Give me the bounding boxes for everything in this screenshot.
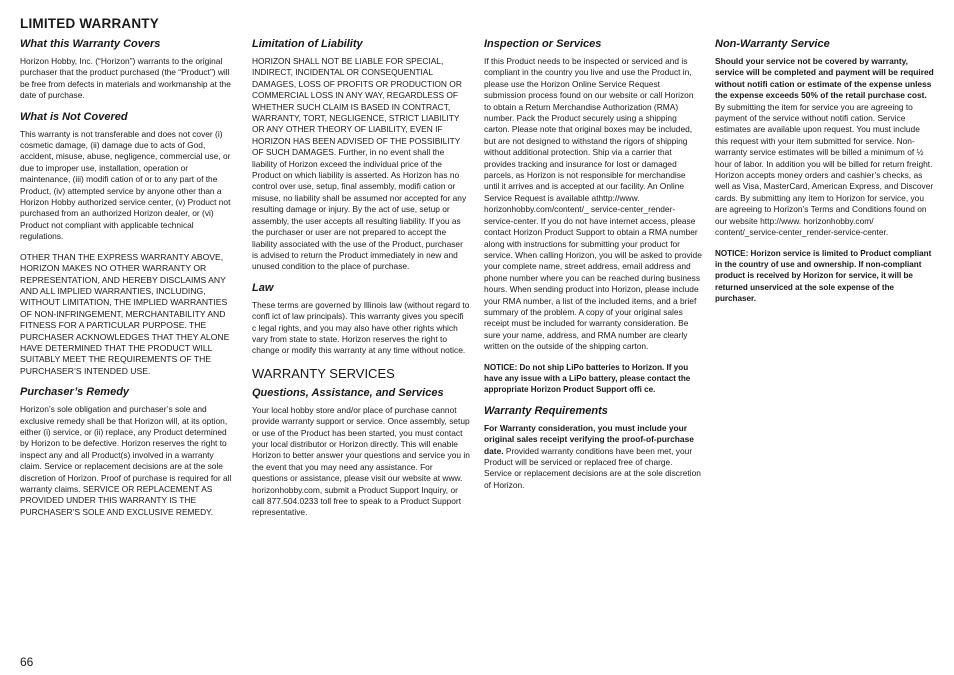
requirements-bold-text: For Warranty consideration, you must include your original sales receipt verifying the proof-of-purchase date. [484,422,694,456]
column-3 [484,38,702,500]
paragraph-inspection-or-services: If this Product needs to be inspected or serviced and is compliant in the country you live and use the Product in, please use the Horizon Online Service Request submission process found on our website or call Horizon to obtain a Return Merchandise Authorization (RMA) number. Pack the Product securely using a shipping carton. Please note that original boxes may be included, but are not designed to withstand the rigors of shipping without additional protection. Ship via a carrier that provides tracking and insurance for lost or damaged parcels, as Horizon is not responsible for merchandise until it arrives and is accepted at our facility. An Online Service Request is available athttp://www. horizonhobby.com/content/_ service-center_render-service-center. If you do not have internet access, please contact Horizon Product Support to obtain a RMA number along with instructions for submitting your product for service. When calling Horizon, you will be asked to provide your complete name, street address, email address and phone number where you can be reached during business hours. When sending product into Horizon, please include your RMA number, a list of the included items, and a brief summary of the problem. A copy of your original sales receipt must be included for warranty consideration. Be sure your name, address, and RMA number are clearly written on the outside of the shipping carton. [484,56,702,352]
heading-law: Law [252,281,274,294]
section-warranty-services: WARRANTY SERVICES [252,365,395,381]
paragraph-warranty-covers: Horizon Hobby, Inc. (“Horizon”) warrants to the original purchaser that the product purchased (the “Product”) will be free from defects in materials and workmanship at the date of purchase. [20,56,231,101]
notice-lipo-batteries: NOTICE: Do not ship LiPo batteries to Horizon. If you have any issue with a LiPo battery, please contact the appropriate Horizon Product Support offi ce. [484,362,691,395]
heading-not-covered: What is Not Covered [20,110,128,123]
column-4 [715,38,935,314]
page-title: LIMITED WARRANTY [20,16,159,31]
paragraph-express-warranty: OTHER THAN THE EXPRESS WARRANTY ABOVE, HORIZON MAKES NO OTHER WARRANTY OR REPRESENTATION, AND HEREBY DISCLAIMS ANY AND ALL IMPLIED WARRANTIES, INCLUDING, WITHOUT LIMITATION, THE IMPLIED WARRANTIES OF NON-INFRINGEMENT, MERCHANTABILITY AND FITNESS FOR A PARTICULAR PURPOSE. THE PURCHASER ACKNOWLEDGES THAT THEY ALONE HAVE DETERMINED THAT THE PRODUCT WILL SUITABLY MEET THE REQUIREMENTS OF THE PURCHASER’S INTENDED USE. [20,251,230,376]
non-warranty-bold-text: Should your service not be covered by warranty, service will be completed and payment will be required without notifi cation or estimate of the expense unless the expense exceeds 50% of the retail purchase cost. [715,56,934,101]
page-number: 66 [20,655,34,669]
paragraph-law: These terms are governed by Illinois law (without regard to confl ict of law principals). This warranty gives you specifi c legal rights, and you may also have other rights which vary from state to state. Horizon reserves the right to change or modify this warranty at any time without notice. [252,299,470,356]
heading-purchasers-remedy: Purchaser’s Remedy [20,386,130,399]
liability-rest-text: Further, in no event shall the liability of Horizon exceed the individual price of the Product on which liability is asserted. As Horizon has no control over use, setup, final assembly, modifi cation or misuse, no liability shall be assumed nor accepted for any resulting damage or injury. By the act of use, setup or assembly, the user accepts all resulting liability. If you as the purchaser or user are not prepared to accept the liability associated with the use of the Product, purchaser is advised to return the Product immediately in new and unused condition to the place of purchase. [252,147,467,272]
paragraph-non-warranty-service [715,56,935,239]
requirements-rest-text: Provided warranty conditions have been met, your Product will be serviced or replaced free of charge. Service or replacement decisions are at the sole discretion of Horizon. [484,445,701,490]
notice-service-limited: NOTICE: Horizon service is limited to Product compliant in the country of use and ownership. If non-compliant product is received by Horizon for service, it will be returned unserviced at the sole expense of the purchaser. [715,248,932,304]
paragraph-warranty-requirements [484,423,702,491]
heading-warranty-covers: What this Warranty Covers [20,38,161,50]
heading-questions-assistance: Questions, Assistance, and Services [252,386,444,399]
column-1 [20,38,236,527]
heading-inspection-or-services: Inspection or Services [484,38,602,50]
heading-non-warranty-service: Non-Warranty Service [715,38,830,50]
heading-warranty-requirements: Warranty Requirements [484,404,608,417]
paragraph-purchasers-remedy: Horizon’s sole obligation and purchaser’s sole and exclusive remedy shall be that Horizon will, at its option, either (i) service, or (ii) replace, any Product determined by Horizon to be defective. Horizon reserves the right to inspect any and all Product(s) involved in a warranty claim. Service or replacement decisions are at the sole discretion of Horizon. Proof of purchase is required for all warranty claims. SERVICE OR REPLACEMENT AS PROVIDED UNDER THIS WARRANTY IS THE PURCHASER’S SOLE AND EXCLUSIVE REMEDY. [20,404,232,517]
non-warranty-rest-text: By submitting the item for service you are agreeing to payment of the service without notifi cation. Service estimates are available upon request. You must include this request with your item submitted for service. Non-warranty service estimates will be billed a minimum of ½ hour of labor. In addition you will be billed for return freight. Horizon accepts money orders and cashier’s checks, as well as Visa, MasterCard, American Express, and Discover cards. By submitting any item to Horizon for service, you are agreeing to Horizon’s Terms and Conditions found on our website http://www. horizonhobby.com/ content/_service-center_render-service-center. [715,101,934,238]
paragraph-questions-assistance: Your local hobby store and/or place of purchase cannot provide warranty support or service. Once assembly, setup or use of the Product has been started, you must contact your local distributor or Horizon directly. This will enable Horizon to better answer your questions and service you in the event that you may need any assistance. For questions or assistance, please visit our website at www. horizonhobby.com, submit a Product Support Inquiry, or call 877.504.0233 toll free to speak to a Product Support representative. [252,404,470,518]
paragraph-not-covered: This warranty is not transferable and does not cover (i) cosmetic damage, (ii) damage due to acts of God, accident, misuse, abuse, negligence, commercial use, or due to improper use, installation, operation or maintenance, (iii) modifi cation of or to any part of the Product, (iv) attempted service by anyone other than a Horizon Hobby authorized service center, (v) Product not purchased from an authorized Horizon dealer, or (vi) Product not compliant with applicable technical regulations. [20,128,231,242]
liability-caps-text: HORIZON SHALL NOT BE LIABLE FOR SPECIAL, INDIRECT, INCIDENTAL OR CONSEQUENTIAL DAMAGES, LOSS OF PROFITS OR PRODUCTION OR COMMERCIAL LOSS IN ANY WAY, REGARDLESS OF WHETHER SUCH CLAIM IS BASED IN CONTRACT, WARRANTY, TORT, NEGLIGENCE, STRICT LIABILITY OR ANY OTHER THEORY OF LIABILITY, EVEN IF HORIZON HAS BEEN ADVISED OF THE POSSIBILITY OF SUCH DAMAGES. [252,56,462,158]
paragraph-limitation-of-liability [252,56,470,273]
heading-limitation-of-liability: Limitation of Liability [252,38,363,50]
column-2 [252,38,470,528]
